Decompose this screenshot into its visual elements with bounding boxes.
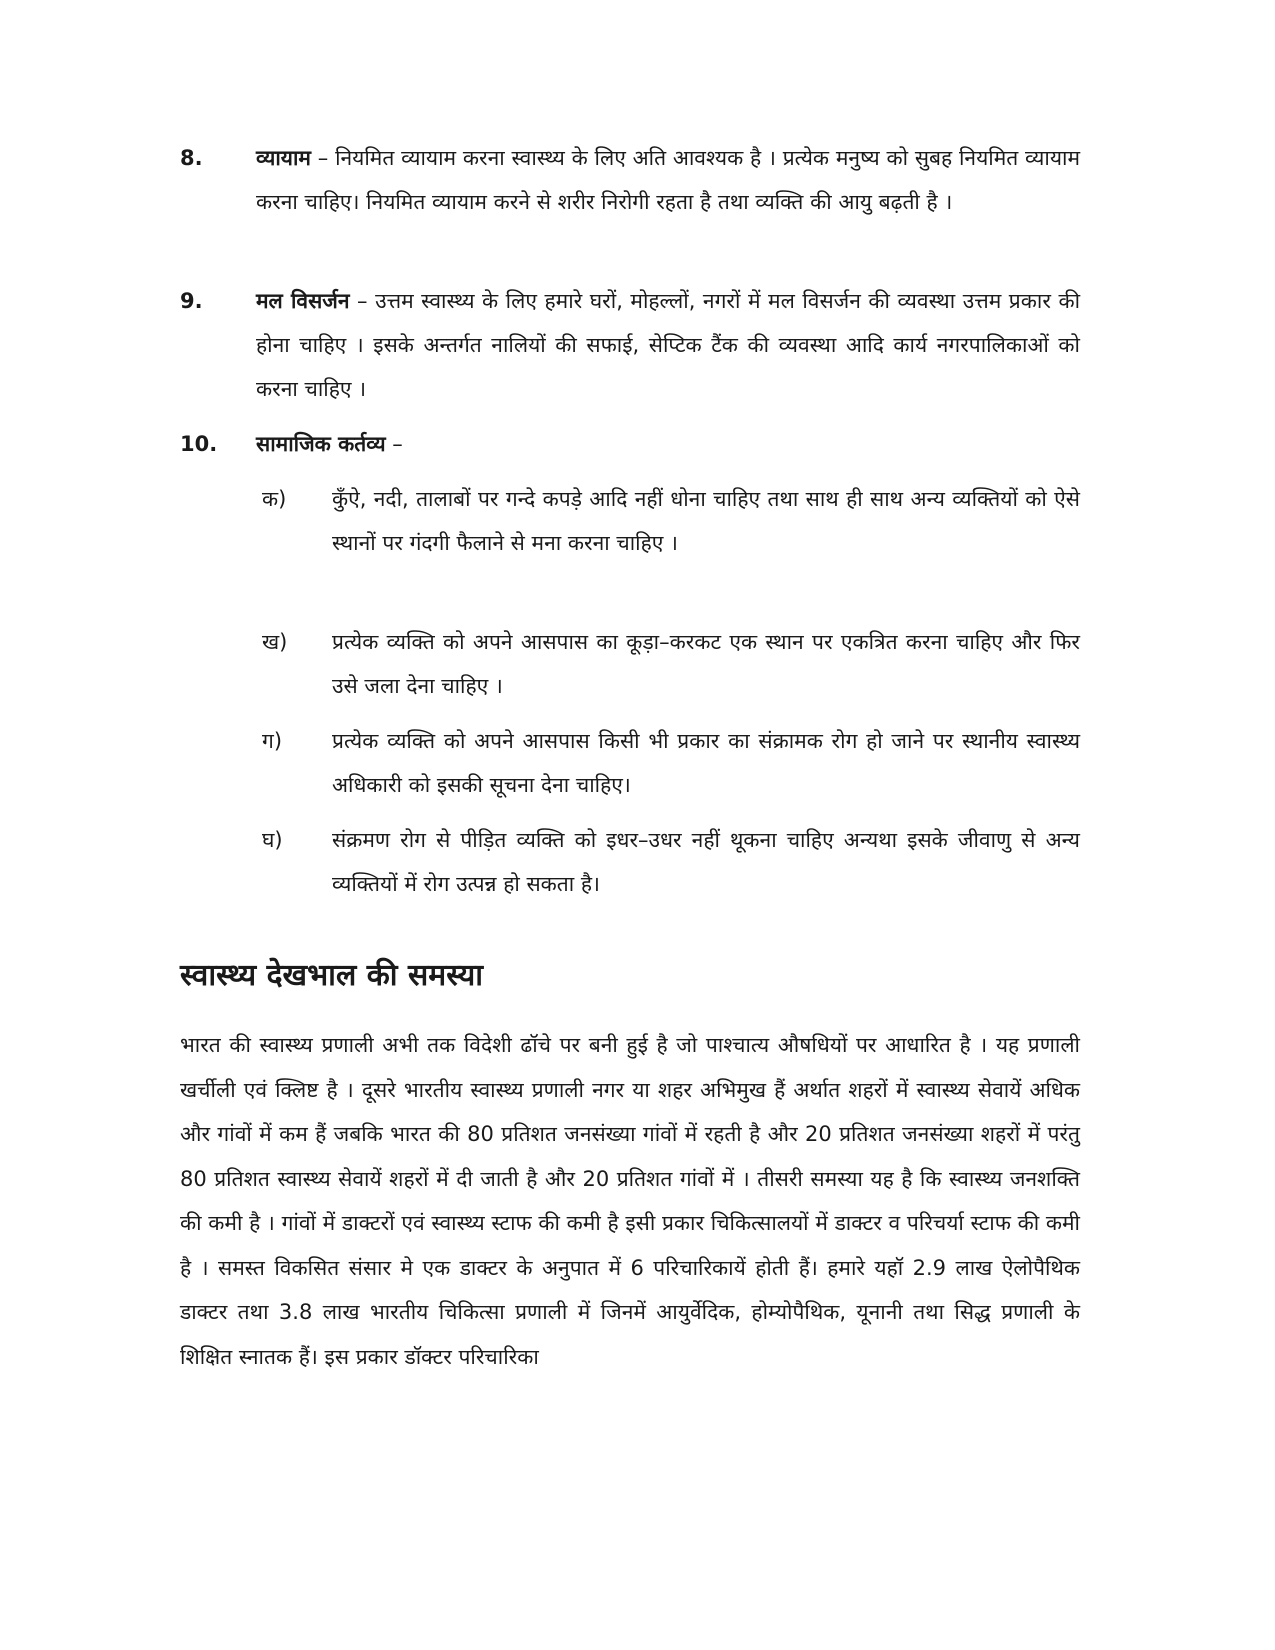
sub-item-letter: ग) (262, 729, 283, 753)
sub-item-letter: घ) (262, 828, 283, 852)
sub-item-gha (262, 818, 1080, 906)
sub-item-text: कुँऐ, नदी, तालाबों पर गन्दे कपड़े आदि नहीं धोना चाहिए तथा साथ ही साथ अन्य व्यक्तियों को ऐसे स्थानों पर गंदगी फैलाने से मना करना चाहिए । (332, 487, 1080, 555)
body-paragraph: भारत की स्वास्थ्य प्रणाली अभी तक विदेशी ढॉचे पर बनी हुई है जो पाश्चात्य औषधियों पर आधारित है । यह प्रणाली खर्चीली एवं क्लिष्ट है । दूसरे भारतीय स्वास्थ्य प्रणाली नगर या शहर अभिमुख हैं अर्थात शहरों में स्वास्थ्य सेवायें अधिक और गांवों में कम हैं जबकि भारत की 80 प्रतिशत जनसंख्या गांवों में रहती है और 20 प्रतिशत जनसंख्या शहरों में परंतु 80 प्रतिशत स्वास्थ्य सेवायें शहरों में दी जाती है और 20 प्रतिशत गांवों में । तीसरी समस्या यह है कि स्वास्थ्य जनशक्ति की कमी है । गांवों में डाक्टरों एवं स्वास्थ्य स्टाफ की कमी है इसी प्रकार चिकित्सालयों में डाक्टर व परिचर्या स्टाफ की कमी है । समस्त विकसित संसार मे एक डाक्टर के अनुपात में 6 परिचारिकायें होती हैं। हमारे यहॉ 2.9 लाख ऐलोपैथिक डाक्टर तथा 3.8 लाख भारतीय चिकित्सा प्रणाली में जिनमें आयुर्वेदिक, होम्योपैथिक, यूनानी तथा सिद्ध प्रणाली के शिक्षित स्नातक हैं। इस प्रकार डॉक्टर परिचारिका (180, 1033, 1080, 1369)
sub-item-text: संक्रमण रोग से पीड़ित व्यक्ति को इधर–उधर नहीं थूकना चाहिए अन्यथा इसके जीवाणु से अन्य व्यक्तियों में रोग उत्पन्न हो सकता है। (332, 828, 1080, 896)
item-body (256, 136, 1080, 224)
sub-item-letter: ख) (262, 630, 288, 654)
item-text: – नियमित व्यायाम करना स्वास्थ्य के लिए अति आवश्यक है । प्रत्येक मनुष्य को सुबह नियमित व्यायाम करना चाहिए। नियमित व्यायाम करने से शरीर निरोगी रहता है तथा व्यक्ति की आयु बढ़ती है । (256, 146, 1080, 214)
list-item-9 (180, 279, 1080, 411)
sub-item-ka (262, 477, 1080, 565)
item-term: व्यायाम (256, 146, 311, 170)
sub-item-text: प्रत्येक व्यक्ति को अपने आसपास किसी भी प्रकार का संक्रामक रोग हो जाने पर स्थानीय स्वास्थ्य अधिकारी को इसकी सूचना देना चाहिए। (332, 729, 1080, 797)
sub-item-kha (262, 620, 1080, 708)
item-term: मल विसर्जन (256, 289, 350, 313)
item-text: – उत्तम स्वास्थ्य के लिए हमारे घरों, मोहल्लों, नगरों में मल विसर्जन की व्यवस्था उत्तम प्रकार की होना चाहिए । इसके अन्तर्गत नालियों की सफाई, सेप्टिक टैंक की व्यवस्था आदि कार्य नगरपालिकाओं को करना चाहिए । (256, 289, 1081, 401)
item-number: 8. (180, 146, 203, 170)
item-body (256, 422, 1080, 466)
item-number: 10. (180, 432, 218, 456)
sub-item-letter: क) (262, 487, 287, 511)
sub-item-ga (262, 719, 1080, 807)
item-text: – (385, 432, 403, 456)
sub-item-text: प्रत्येक व्यक्ति को अपने आसपास का कूड़ा–करकट एक स्थान पर एकत्रित करना चाहिए और फिर उसे जला देना चाहिए । (332, 630, 1080, 698)
list-item-10 (180, 422, 1080, 466)
section-heading: स्वास्थ्य देखभाल की समस्या (180, 958, 484, 993)
item-body (256, 279, 1080, 411)
item-number: 9. (180, 289, 203, 313)
item-term: सामाजिक कर्तव्य (256, 432, 386, 456)
list-item-8 (180, 136, 1080, 224)
